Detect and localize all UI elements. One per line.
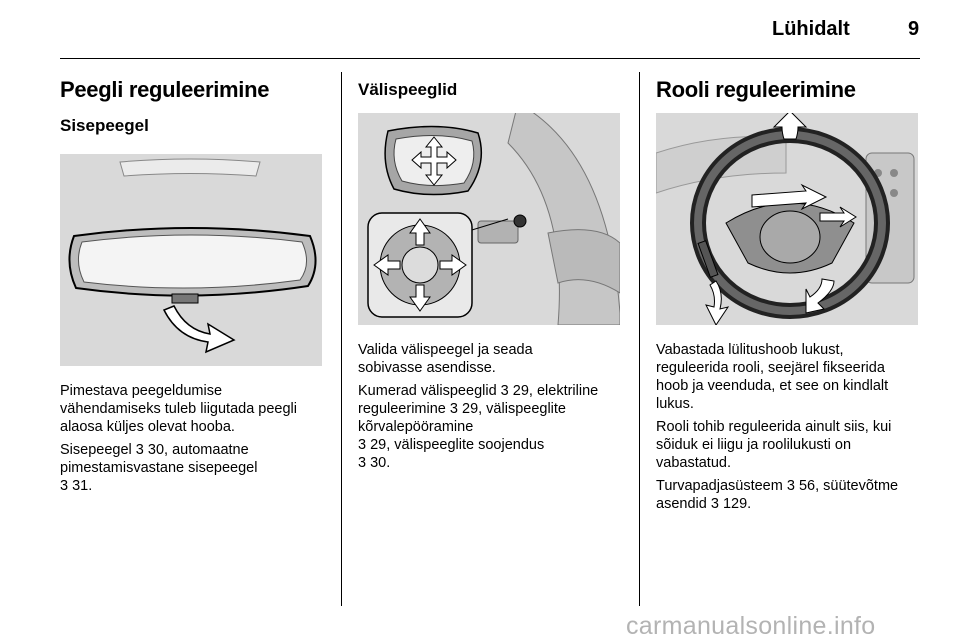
interior-mirror-illustration — [60, 154, 322, 366]
mirror-paragraph-1: Pimestava peegeldumise vähendamiseks tuleb liigutada peegli alaosa küljes olevat hooba. — [60, 383, 297, 435]
ref-text: 29, välispeeglite kõrvalepööramine — [358, 401, 566, 435]
section-heading-exterior-mirrors: Välispeeglid — [358, 80, 458, 99]
ref-text: 31. — [72, 478, 93, 494]
subheading-interior-mirror: Sisepeegel — [60, 116, 149, 135]
ref-text: 29, välispeeglite soojendus — [370, 437, 545, 453]
section-heading-steering-wheel: Rooli reguleerimine — [656, 77, 856, 102]
exterior-paragraph-1: Valida välispeegel ja seada sobivasse asendisse. — [358, 342, 533, 376]
ref-text: Kumerad välispeeglid — [358, 383, 497, 399]
ref-text: Sisepeegel — [60, 442, 132, 458]
reference-arrow-icon: 3 — [710, 496, 719, 512]
header-rule — [60, 58, 920, 59]
mirror-paragraph-2 — [60, 441, 324, 495]
steering-paragraph-1: Vabastada lülitushoob lukust, reguleerida rooli, seejärel fikseerida hoob ja veenduda, et see on kindlalt lukus. — [656, 342, 889, 412]
reference-arrow-icon: 3 — [135, 442, 144, 458]
exterior-mirror-illustration — [358, 113, 620, 325]
column-mirror-adjustment — [60, 72, 324, 495]
watermark: carmanualsonline.info — [626, 612, 876, 640]
ref-text: 129. — [722, 496, 752, 512]
reference-arrow-icon: 3 — [786, 478, 795, 494]
ref-text: 29, elektriline reguleerimine — [358, 383, 599, 417]
ref-text: Turvapadjasüsteem — [656, 478, 783, 494]
reference-arrow-icon: 3 — [60, 478, 69, 494]
steering-wheel-illustration — [656, 113, 918, 325]
column-divider-2 — [639, 72, 640, 606]
ref-text: 30. — [370, 455, 391, 471]
column-exterior-mirrors — [358, 72, 622, 472]
column-divider-1 — [341, 72, 342, 606]
column-steering-wheel-adjustment — [656, 72, 920, 513]
reference-arrow-icon: 3 — [358, 455, 367, 471]
steering-paragraph-3 — [656, 477, 920, 513]
reference-arrow-icon: 3 — [358, 437, 367, 453]
exterior-paragraph-2 — [358, 382, 622, 472]
steering-paragraph-2: Rooli tohib reguleerida ainult siis, kui sõiduk ei liigu ja roolilukusti on vabastatud. — [656, 419, 892, 471]
ref-text: 30, automaatne pimestamisvastane sisepeegel — [60, 442, 258, 476]
ref-text: 56, süütevõtme asendid — [656, 478, 899, 512]
reference-arrow-icon: 3 — [500, 383, 509, 399]
header-title: Lühidalt — [772, 18, 850, 40]
page-number: 9 — [908, 18, 920, 40]
page-header — [0, 0, 960, 62]
reference-arrow-icon: 3 — [449, 401, 458, 417]
section-heading-mirror: Peegli reguleerimine — [60, 77, 270, 102]
